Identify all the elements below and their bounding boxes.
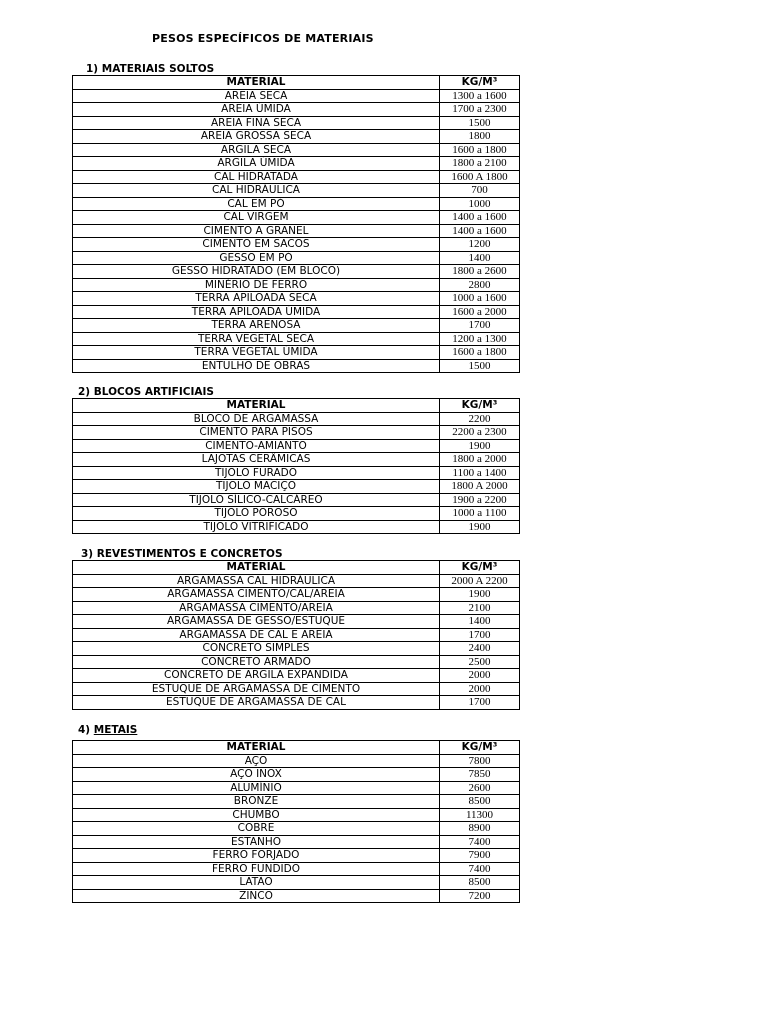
density-value-cell: 1400 (440, 251, 520, 265)
density-value-cell: 2800 (440, 278, 520, 292)
density-value-cell: 1800 a 2000 (440, 453, 520, 467)
section-name: MATERIAIS SOLTOS (101, 63, 215, 75)
density-value-cell: 1800 a 2600 (440, 265, 520, 279)
density-value-cell: 1600 A 1800 (440, 170, 520, 184)
table-row (73, 574, 520, 588)
density-value-cell: 2400 (440, 642, 520, 656)
section-metais (72, 724, 519, 903)
table-row (73, 412, 520, 426)
density-value-cell: 1100 a 1400 (440, 466, 520, 480)
table-row (73, 808, 520, 822)
density-value-cell: 1800 A 2000 (440, 480, 520, 494)
table-row (73, 768, 520, 782)
material-name-cell: AREIA ÚMIDA (73, 103, 440, 117)
table-row (73, 278, 520, 292)
material-name-cell: GESSO EM PÓ (73, 251, 440, 265)
table-row (73, 332, 520, 346)
material-name-cell: TERRA VEGETAL ÚMIDA (73, 346, 440, 360)
section-heading (72, 548, 519, 560)
density-value-cell: 2200 a 2300 (440, 426, 520, 440)
material-name-cell: CIMENTO EM SACOS (73, 238, 440, 252)
table-row (73, 211, 520, 225)
material-name-cell: AREIA GROSSA SECA (73, 130, 440, 144)
density-value-cell: 8500 (440, 876, 520, 890)
density-value-cell: 1700 (440, 696, 520, 710)
density-value-cell: 1000 a 1100 (440, 507, 520, 521)
table-row (73, 480, 520, 494)
material-name-cell: TERRA VEGETAL SECA (73, 332, 440, 346)
density-value-cell: 8900 (440, 822, 520, 836)
material-name-cell: BLOCO DE ARGAMASSA (73, 412, 440, 426)
material-name-cell: TERRA APILOADA ÚMIDA (73, 305, 440, 319)
table-row (73, 642, 520, 656)
density-value-cell: 7400 (440, 862, 520, 876)
column-header-density: KG/M³ (440, 76, 520, 90)
table-row (73, 466, 520, 480)
table-row (73, 157, 520, 171)
density-value-cell: 1500 (440, 116, 520, 130)
density-value-cell: 1400 (440, 615, 520, 629)
material-name-cell: ARGAMASSA CIMENTO/AREIA (73, 601, 440, 615)
table-row (73, 655, 520, 669)
table-row (73, 889, 520, 903)
material-name-cell: ALUMÍNIO (73, 781, 440, 795)
section-name: METAIS (93, 724, 138, 736)
density-value-cell: 7400 (440, 835, 520, 849)
density-value-cell: 1900 (440, 520, 520, 534)
material-name-cell: CAL VIRGEM (73, 211, 440, 225)
material-name-cell: ESTUQUE DE ARGAMASSA DE CAL (73, 696, 440, 710)
table-header-row (73, 741, 520, 755)
table-row (73, 876, 520, 890)
table-row (73, 305, 520, 319)
column-header-material: MATERIAL (73, 399, 440, 413)
density-value-cell: 1600 a 1800 (440, 143, 520, 157)
material-name-cell: ARGILA ÚMIDA (73, 157, 440, 171)
section-number: 4) (78, 724, 91, 736)
material-name-cell: CONCRETO DE ARGILA EXPANDIDA (73, 669, 440, 683)
material-name-cell: TIJOLO POROSO (73, 507, 440, 521)
density-value-cell: 1900 (440, 439, 520, 453)
table-row (73, 696, 520, 710)
table-row (73, 862, 520, 876)
density-value-cell: 1700 a 2300 (440, 103, 520, 117)
section-revestimentos-e-concretos (72, 548, 519, 710)
column-header-material: MATERIAL (73, 741, 440, 755)
density-value-cell: 1600 a 1800 (440, 346, 520, 360)
material-name-cell: AREIA FINA SECA (73, 116, 440, 130)
material-name-cell: AÇO INOX (73, 768, 440, 782)
material-name-cell: ZINCO (73, 889, 440, 903)
table-row (73, 346, 520, 360)
density-value-cell: 1000 (440, 197, 520, 211)
table-row (73, 669, 520, 683)
material-name-cell: TIJOLO SÍLICO-CALCÁREO (73, 493, 440, 507)
material-name-cell: ARGAMASSA DE GESSO/ESTUQUE (73, 615, 440, 629)
density-value-cell: 1900 a 2200 (440, 493, 520, 507)
density-value-cell: 700 (440, 184, 520, 198)
materials-table (72, 75, 520, 373)
material-name-cell: CIMENTO-AMIANTO (73, 439, 440, 453)
material-name-cell: COBRE (73, 822, 440, 836)
material-name-cell: CIMENTO A GRANEL (73, 224, 440, 238)
density-value-cell: 7800 (440, 754, 520, 768)
material-name-cell: ARGAMASSA DE CAL E AREIA (73, 628, 440, 642)
material-name-cell: CAL HIDRATADA (73, 170, 440, 184)
material-name-cell: ARGAMASSA CIMENTO/CAL/AREIA (73, 588, 440, 602)
material-name-cell: CONCRETO SIMPLES (73, 642, 440, 656)
density-value-cell: 1200 a 1300 (440, 332, 520, 346)
density-value-cell: 7850 (440, 768, 520, 782)
section-heading (72, 386, 519, 398)
density-value-cell: 2000 (440, 669, 520, 683)
density-value-cell: 2500 (440, 655, 520, 669)
table-row (73, 197, 520, 211)
material-name-cell: AREIA SECA (73, 89, 440, 103)
density-value-cell: 11300 (440, 808, 520, 822)
column-header-density: KG/M³ (440, 741, 520, 755)
table-row (73, 116, 520, 130)
density-value-cell: 7200 (440, 889, 520, 903)
material-name-cell: CONCRETO ARMADO (73, 655, 440, 669)
material-name-cell: TIJOLO FURADO (73, 466, 440, 480)
material-name-cell: CHUMBO (73, 808, 440, 822)
material-name-cell: TERRA ARENOSA (73, 319, 440, 333)
density-value-cell: 2000 (440, 682, 520, 696)
table-row (73, 238, 520, 252)
table-row (73, 628, 520, 642)
material-name-cell: FERRO FUNDIDO (73, 862, 440, 876)
material-name-cell: GESSO HIDRATADO (EM BLOCO) (73, 265, 440, 279)
material-name-cell: CAL EM PÓ (73, 197, 440, 211)
table-row (73, 319, 520, 333)
materials-table (72, 740, 520, 903)
density-value-cell: 1400 a 1600 (440, 211, 520, 225)
table-header-row (73, 561, 520, 575)
table-row (73, 265, 520, 279)
section-number: 1) (86, 63, 99, 75)
density-value-cell: 8500 (440, 795, 520, 809)
table-row (73, 493, 520, 507)
table-row (73, 615, 520, 629)
material-name-cell: BRONZE (73, 795, 440, 809)
table-header-row (73, 76, 520, 90)
table-row (73, 426, 520, 440)
section-blocos-artificiais (72, 386, 519, 534)
material-name-cell: ENTULHO DE OBRAS (73, 359, 440, 373)
table-row (73, 224, 520, 238)
density-value-cell: 2200 (440, 412, 520, 426)
density-value-cell: 7900 (440, 849, 520, 863)
density-value-cell: 2100 (440, 601, 520, 615)
material-name-cell: TERRA APILOADA SECA (73, 292, 440, 306)
section-number: 3) (81, 548, 94, 560)
density-value-cell: 1400 a 1600 (440, 224, 520, 238)
document-title: PESOS ESPECÍFICOS DE MATERIAIS (152, 32, 374, 45)
density-value-cell: 1700 (440, 628, 520, 642)
density-value-cell: 1300 a 1600 (440, 89, 520, 103)
table-row (73, 359, 520, 373)
column-header-material: MATERIAL (73, 76, 440, 90)
material-name-cell: ESTUQUE DE ARGAMASSA DE CIMENTO (73, 682, 440, 696)
table-row (73, 601, 520, 615)
material-name-cell: MINÉRIO DE FERRO (73, 278, 440, 292)
density-value-cell: 1200 (440, 238, 520, 252)
table-row (73, 89, 520, 103)
column-header-density: KG/M³ (440, 561, 520, 575)
column-header-density: KG/M³ (440, 399, 520, 413)
density-value-cell: 1800 (440, 130, 520, 144)
section-heading (72, 63, 519, 75)
material-name-cell: ESTANHO (73, 835, 440, 849)
table-row (73, 170, 520, 184)
density-value-cell: 2000 A 2200 (440, 574, 520, 588)
table-row (73, 439, 520, 453)
section-number: 2) (78, 386, 91, 398)
table-row (73, 781, 520, 795)
section-name: BLOCOS ARTIFICIAIS (93, 386, 214, 398)
density-value-cell: 2600 (440, 781, 520, 795)
density-value-cell: 1000 a 1600 (440, 292, 520, 306)
section-heading (72, 724, 519, 736)
material-name-cell: LAJOTAS CERÂMICAS (73, 453, 440, 467)
material-name-cell: ARGAMASSA CAL HIDRÁULICA (73, 574, 440, 588)
material-name-cell: CIMENTO PARA PISOS (73, 426, 440, 440)
table-row (73, 822, 520, 836)
column-header-material: MATERIAL (73, 561, 440, 575)
table-row (73, 682, 520, 696)
material-name-cell: TIJOLO VITRIFICADO (73, 520, 440, 534)
materials-table (72, 398, 520, 534)
table-row (73, 292, 520, 306)
density-value-cell: 1800 a 2100 (440, 157, 520, 171)
material-name-cell: FERRO FORJADO (73, 849, 440, 863)
table-row (73, 835, 520, 849)
table-row (73, 754, 520, 768)
material-name-cell: TIJOLO MACIÇO (73, 480, 440, 494)
table-row (73, 507, 520, 521)
material-name-cell: ARGILA SECA (73, 143, 440, 157)
density-value-cell: 1600 a 2000 (440, 305, 520, 319)
density-value-cell: 1500 (440, 359, 520, 373)
density-value-cell: 1900 (440, 588, 520, 602)
section-materiais-soltos (72, 63, 519, 373)
table-header-row (73, 399, 520, 413)
materials-table (72, 560, 520, 710)
material-name-cell: LATÃO (73, 876, 440, 890)
table-row (73, 143, 520, 157)
table-row (73, 588, 520, 602)
table-row (73, 520, 520, 534)
table-row (73, 453, 520, 467)
table-row (73, 251, 520, 265)
table-row (73, 103, 520, 117)
table-row (73, 849, 520, 863)
table-row (73, 795, 520, 809)
section-name: REVESTIMENTOS E CONCRETOS (96, 548, 283, 560)
density-value-cell: 1700 (440, 319, 520, 333)
table-row (73, 130, 520, 144)
material-name-cell: AÇO (73, 754, 440, 768)
material-name-cell: CAL HIDRÁULICA (73, 184, 440, 198)
table-row (73, 184, 520, 198)
